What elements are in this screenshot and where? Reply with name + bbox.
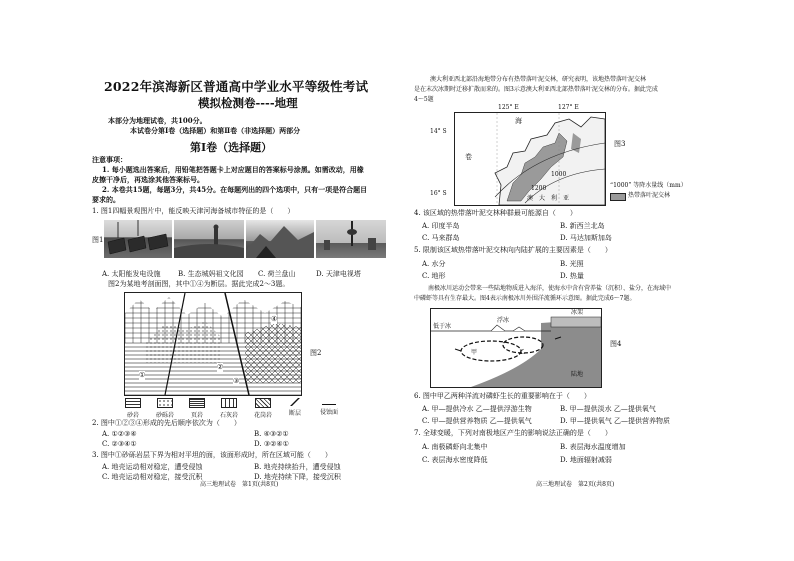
q7-option-c: C. 表层海水密度降低 xyxy=(422,456,488,464)
q5-option-b: B. 光照 xyxy=(560,260,584,268)
q3-option-d: D. 地壳持续下降，接受沉积 xyxy=(254,473,341,481)
left-page xyxy=(78,0,396,561)
fig4-tag-yi: 乙 xyxy=(519,349,526,356)
q2-option-c: C. ②③④① xyxy=(102,440,137,448)
exam-subtitle: 模拟检测卷----地理 xyxy=(198,96,298,110)
q1-option-d: D. 天津电视塔 xyxy=(316,270,361,278)
q5-option-a: A. 水分 xyxy=(422,260,446,268)
fig3-land-label: 澳 大 利 亚 xyxy=(527,195,570,202)
section-title: 第Ⅰ卷（选择题） xyxy=(190,141,273,154)
figure-4 xyxy=(430,308,602,388)
geologic-section xyxy=(125,293,301,395)
right-page xyxy=(410,0,730,561)
solar-panels-icon xyxy=(104,220,172,258)
figure-3 xyxy=(454,112,606,206)
q1-option-b: B. 生态城妈祖文化园 xyxy=(178,270,244,278)
q7-option-b: B. 表层海水温度增加 xyxy=(560,443,626,451)
q3-option-b: B. 地壳持续抬升，遭受侵蚀 xyxy=(254,463,341,471)
q5-option-d: D. 热量 xyxy=(560,272,584,280)
legend-fault: 断层 xyxy=(282,398,308,417)
notice-2: 2. 本卷共15题，每题3分，共45分。在每题列出的四个选项中，只有一项是符合题目 xyxy=(102,185,368,194)
fig3-lat-16: 16° S xyxy=(430,190,447,197)
q5-option-c: C. 地形 xyxy=(422,272,446,280)
q6-option-d: D. 甲—提供氧气 乙—提供营养物质 xyxy=(560,417,671,425)
intro-fig3-2: 是在末次冰期时迁移扩散而来的。图3示意澳大利亚西北部热带落叶泥交林的分布。据此完成 xyxy=(414,86,658,93)
fig3-legend-swatch xyxy=(610,193,626,201)
question-2: 2. 图中①②③④形成的先后顺序依次为（ ） xyxy=(92,419,241,427)
q2-option-a: A. ①②③④ xyxy=(102,430,137,438)
question-5: 5. 限制该区域热带落叶泥交林向内陆扩展的主要因素是（ ） xyxy=(414,246,612,254)
photo-solar-panels xyxy=(104,220,172,258)
q2-option-d: D. ③②④① xyxy=(254,440,289,448)
q4-option-a: A. 印度半岛 xyxy=(422,222,460,230)
legend-conglomerate: 砂砾岩 xyxy=(150,398,180,419)
structure-note: 本试卷分第Ⅰ卷（选择题）和第Ⅱ卷（非选择题）两部分 xyxy=(130,126,301,135)
fig3-lat-14: 14° S xyxy=(430,128,447,135)
q7-option-a: A. 南极磷虾向北集中 xyxy=(422,443,488,451)
legend-shale: 页岩 xyxy=(184,398,210,419)
fig2-mark-4: ④ xyxy=(271,315,278,323)
fig4-tag-below-ice: 低于冰 xyxy=(433,323,452,330)
figure-2-label: 图2 xyxy=(310,349,322,357)
fig4-tag-floating-ice: 浮冰 xyxy=(497,317,510,324)
photo-mazu-park xyxy=(174,220,244,258)
notice-2b: 要求的。 xyxy=(92,195,120,204)
figure-1-label: 图1 xyxy=(92,236,104,244)
q1-option-c: C. 荷兰盘山 xyxy=(258,270,296,278)
figure-1 xyxy=(104,220,386,260)
question-7: 7. 全球变暖，下列对南极地区产生的影响说法正确的是（ ） xyxy=(414,429,612,437)
legend-erosion-surface: 侵蚀面 xyxy=(312,398,346,416)
fig2-mark-1: ① xyxy=(139,371,146,379)
q6-option-a: A. 甲—提供冷水 乙—提供浮游生物 xyxy=(422,405,532,413)
fig3-lon-125: 125° E xyxy=(498,104,519,111)
fig3-legend-isohyet: “1000” 等降水量线（mm） xyxy=(610,182,687,189)
q4-option-d: D. 马达加斯加岛 xyxy=(560,234,612,242)
question-6: 6. 图中甲乙两种洋流对磷虾生长的重要影响在于（ ） xyxy=(414,392,591,400)
q6-option-c: C. 甲—提供营养物质 乙—提供氧气 xyxy=(422,417,532,425)
question-3: 3. 图中①砂砾岩层下界为相对平坦的面，该面形成时，所在区域可能（ ） xyxy=(92,451,332,459)
question-4: 4. 该区域的热带落叶泥交林种群最可能源自（ ） xyxy=(414,209,577,217)
fig4-tag-jia: 甲 xyxy=(471,349,478,356)
fig4-tag-land: 陆地 xyxy=(571,371,584,378)
fig3-contour-1200: 1200 xyxy=(531,185,547,192)
figure-2 xyxy=(124,292,302,396)
q3-option-a: A. 地壳运动相对稳定，遭受侵蚀 xyxy=(102,463,203,471)
tv-tower-icon xyxy=(316,220,386,258)
mountain-icon xyxy=(246,220,314,258)
fig3-lon-127: 127° E xyxy=(558,104,579,111)
legend-granite: 花岗岩 xyxy=(248,398,278,419)
fig3-left-label: 卷 xyxy=(465,153,472,161)
figure-2-intro: 图2为某地考剖面图，其中①④为断层。据此完成2～3题。 xyxy=(108,280,290,288)
score-note: 本部分为地理试卷，共100分。 xyxy=(108,116,207,125)
page-footer-2: 高三地理试卷 第2页(共8页) xyxy=(536,481,615,488)
intro-fig4-2: 中磷虾等具有生存最大。图4表示南极冰川外围洋流循环示意图。据此完成6～7题。 xyxy=(414,295,636,302)
fig2-mark-2: ② xyxy=(217,363,224,371)
q7-option-d: D. 地面辐射减弱 xyxy=(560,456,612,464)
intro-fig4-1: 南极冰川运动会带来一些陆地物质进入海洋，使海水中含有营养盐（沉积）、盐分，在海域中 xyxy=(428,285,672,292)
page-footer-1: 高三地理试卷 第1页(共8页) xyxy=(200,481,279,488)
q2-option-b: B. ④③②① xyxy=(254,430,289,438)
intro-fig3-3: 4～5题 xyxy=(414,96,434,103)
fig4-tag-shelf: 冰架 xyxy=(571,309,584,316)
fig3-legend-forest: 热带落叶泥交林 xyxy=(628,192,671,199)
q1-option-a: A. 太阳能发电设施 xyxy=(102,270,161,278)
q3-option-c: C. 地壳运动相对稳定，接受沉积 xyxy=(102,473,203,481)
question-1: 1. 图1四幅景观图片中，能反映天津河海备城市特征的是（ ） xyxy=(92,207,295,215)
notice-1b: 皮擦干净后，再选涂其他答案标号。 xyxy=(92,175,204,184)
fig3-sea-label: 海 xyxy=(515,117,522,125)
statue-icon xyxy=(174,220,244,258)
fig3-map xyxy=(455,113,605,205)
figure-4-label: 图4 xyxy=(610,340,622,348)
notice-heading: 注意事项： xyxy=(92,155,127,164)
photo-mountain xyxy=(246,220,314,258)
q6-option-b: B. 甲—提供淡水 乙—提供氧气 xyxy=(560,405,656,413)
notice-1: 1. 每小题选出答案后，用铅笔把答题卡上对应题目的答案标号涂黑。如需改动，用橡 xyxy=(102,165,364,174)
q4-option-c: C. 马来群岛 xyxy=(422,234,460,242)
exam-title: 2022年滨海新区普通高中学业水平等级性考试 xyxy=(104,79,369,94)
intro-fig3-1: 澳大利亚西北部沿海地带分布有热带落叶泥交林，研究表明，该地热带落叶泥交林 xyxy=(430,76,647,83)
figure-3-label: 图3 xyxy=(614,140,626,148)
figure-2-legend xyxy=(120,398,350,420)
photo-tv-tower xyxy=(316,220,386,258)
q4-option-b: B. 新西兰北岛 xyxy=(560,222,605,230)
legend-sandstone: 砂岩 xyxy=(120,398,146,419)
fig2-mark-3: ③ xyxy=(233,377,240,385)
fig3-contour-1000: 1000 xyxy=(551,171,567,178)
legend-limestone: 石灰岩 xyxy=(214,398,244,419)
